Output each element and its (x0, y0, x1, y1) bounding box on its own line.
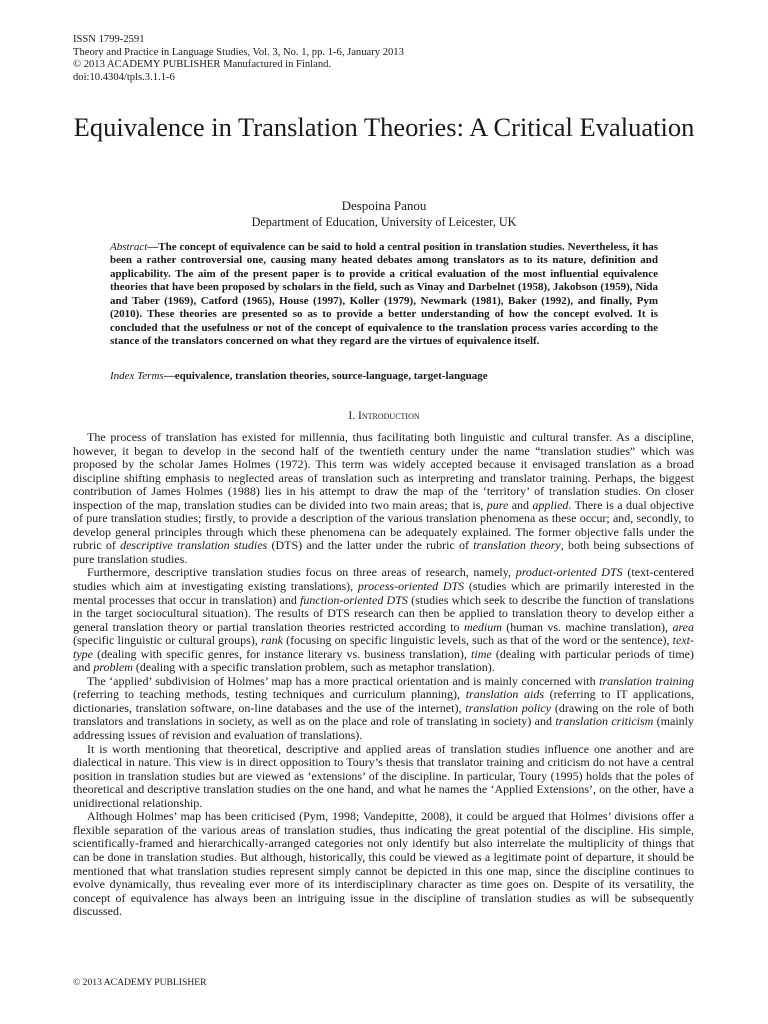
italic-term: translation policy (465, 700, 552, 715)
text-run: . There is a dual objective of pure translation studies; firstly, to provide a description of the various translation phenomena as these occur; and, secondly, to develop general principles through which these phenomena can be adequately explained. The former objective falls under the rubric of (73, 497, 695, 553)
abstract-text: —The concept of equivalence can be said to hold a central position in translation studies. Nevertheless, it has been a rather controversial one, causing many heated debates among translators as to its nature, definition and applicability. The aim of the present paper is to provide a critical evaluation of the most influential equivalence theories that have been proposed by scholars in the field, such as Vinay and Darbelnet (1958), Jakobson (1959), Nida and Taber (1969), Catford (1965), House (1997), Koller (1979), Newmark (1981), Baker (1992), and finally, Pym (2010). These theories are presented so as to provide a better understanding of how the concept evolved. It is concluded that the usefulness or not of the concept of equivalence to the translation process varies according to the stance of the translators concerned on what they regard are the virtues of equivalence itself. (110, 241, 658, 348)
journal-citation: Theory and Practice in Language Studies, Vol. 3, No. 1, pp. 1-6, January 2013 (73, 46, 404, 58)
text-run: (dealing with specific genres, for instance literary vs. business translation), (93, 646, 472, 661)
section-title: Introduction (358, 409, 420, 422)
text-run: (dealing with particular periods of time) and (73, 646, 694, 675)
italic-term: translation theory (473, 538, 561, 553)
paragraph (73, 431, 694, 566)
author-name: Despoina Panou (341, 198, 427, 213)
text-run: (referring to IT applications, dictionaries, translation software, on-line databases and the use of the internet), (73, 687, 694, 715)
text-run: Furthermore, descriptive translation studies focus on three areas of research, namely, (87, 565, 516, 580)
text-run: , both being subsections of pure translation studies. (73, 538, 694, 566)
text-run: (studies which are primarily interested in the mental processes that occur in translation) and (73, 579, 695, 607)
text-run: (focusing on specific linguistic levels, such as that of the word or the sentence), (283, 633, 673, 648)
text-run: The process of translation has existed for millennia, thus facilitating both linguistic and cultural transfer. As a discipline, however, it began to develop in the second half of the twentieth century under the name “translation studies” which was proposed by the scholar James Holmes (1972). This term was widely accepted because it envisaged translation as a broad discipline shifting emphasis to neglected areas of translation such as interpreting and translator training. Perhaps, the biggest contribution of James Holmes (1988) lies in his attempt to draw the map of the ‘territory’ of translation studies. On closer inspection of the map, translation studies can be divided into two main areas; that is, (73, 430, 694, 512)
italic-term: translation criticism (555, 714, 654, 729)
paper-title: Equivalence in Translation Theories: A Critical Evaluation (73, 112, 695, 142)
abstract (110, 241, 658, 349)
text-run: It is worth mentioning that theoretical, descriptive and applied areas of translation studies influence one another and are dialectical in nature. This view is in direct opposition to Toury’s thesis that translator training and criticism do not have a central position in translation studies but are viewed as ‘extensions’ of the discipline. In particular, Toury (1995) holds that the poles of theoretical and descriptive translation studies on the one hand, and what he names the ‘Applied Extensions’, on the other, have a unidirectional relationship. (73, 741, 694, 810)
footer-copyright: © 2013 ACADEMY PUBLISHER (73, 977, 207, 988)
index-terms (110, 370, 658, 383)
copyright-line: © 2013 ACADEMY PUBLISHER Manufactured in Finland. (73, 59, 332, 71)
section-number: I. (348, 409, 359, 422)
paragraph (73, 675, 694, 743)
abstract-label: Abstract (110, 241, 148, 253)
section-heading (0, 409, 768, 423)
italic-term: time (471, 646, 492, 661)
doi: doi:10.4304/tpls.3.1.1-6 (73, 71, 175, 83)
italic-term: text-type (73, 633, 694, 661)
text-run: (DTS) and the latter under the rubric of (267, 538, 474, 553)
italic-term: rank (261, 633, 283, 648)
text-run: (dealing with a specific translation problem, such as metaphor translation). (132, 660, 495, 675)
text-run: The ‘applied’ subdivision of Holmes’ map has a more practical orientation and is mainly concerned with (87, 673, 600, 688)
paragraph (73, 566, 694, 674)
italic-term: product-oriented DTS (515, 565, 623, 580)
paragraph (73, 810, 694, 918)
journal-header (73, 34, 404, 84)
italic-term: translation aids (465, 687, 545, 702)
issn: ISSN 1799-2591 (73, 34, 145, 45)
italic-term: function-oriented DTS (300, 592, 408, 607)
text-run: Although Holmes’ map has been criticised (Pym, 1998; Vandepitte, 2008), it could be argued that Holmes’ divisions offer a flexible separation of the various areas of translation studies, thus indicating the great potential of the discipline. His simple, scientifically-framed and hierarchically-arranged categories not only identify but also interrelate the multiplicity of things that can be done in translation studies. But although, historically, this could be viewed as a legitimate point of departure, it should be mentioned that what translation studies represent simply cannot be depicted in this one map, since the discipline continues to evolve dynamically, thus revealing ever more of its interdisciplinary character as time goes on. Despite of its versatility, the concept of equivalence has always been an intriguing issue in the discipline of translation studies as will be subsequently discussed. (73, 809, 694, 919)
italic-term: process-oriented DTS (357, 579, 465, 594)
italic-term: area (672, 619, 694, 634)
italic-term: pure (486, 497, 509, 512)
text-run: (text-centered studies which aim at investigating existing translations), (73, 565, 694, 594)
text-run: and (508, 497, 533, 512)
italic-term: applied (532, 497, 569, 512)
italic-term: descriptive translation studies (120, 538, 268, 553)
body-text (73, 431, 694, 919)
author-affiliation: Department of Education, University of Leicester, UK (251, 215, 517, 229)
text-run: (drawing on the role of both translators and translations in society, as well as on the place and role of translating in society) and (73, 700, 695, 729)
index-terms-text: —equivalence, translation theories, source-language, target-language (163, 370, 488, 382)
italic-term: medium (463, 619, 502, 634)
index-terms-label: Index Terms (110, 370, 164, 382)
text-run: (human vs. machine translation), (501, 619, 673, 634)
text-run: (specific linguistic or cultural groups), (73, 633, 261, 648)
paragraph (73, 743, 694, 811)
italic-term: translation training (599, 673, 694, 688)
italic-term: problem (93, 660, 133, 675)
text-run: (referring to teaching methods, testing techniques and curriculum planning), (73, 687, 466, 702)
text-run: (mainly addressing issues of revision and evaluation of translations). (73, 714, 694, 743)
text-run: (studies which seek to describe the function of translations in the target sociocultural situation). The results of DTS research can then be applied to translation theory to develop either a general translation theory or partial translation theories restricted according to (73, 592, 694, 634)
